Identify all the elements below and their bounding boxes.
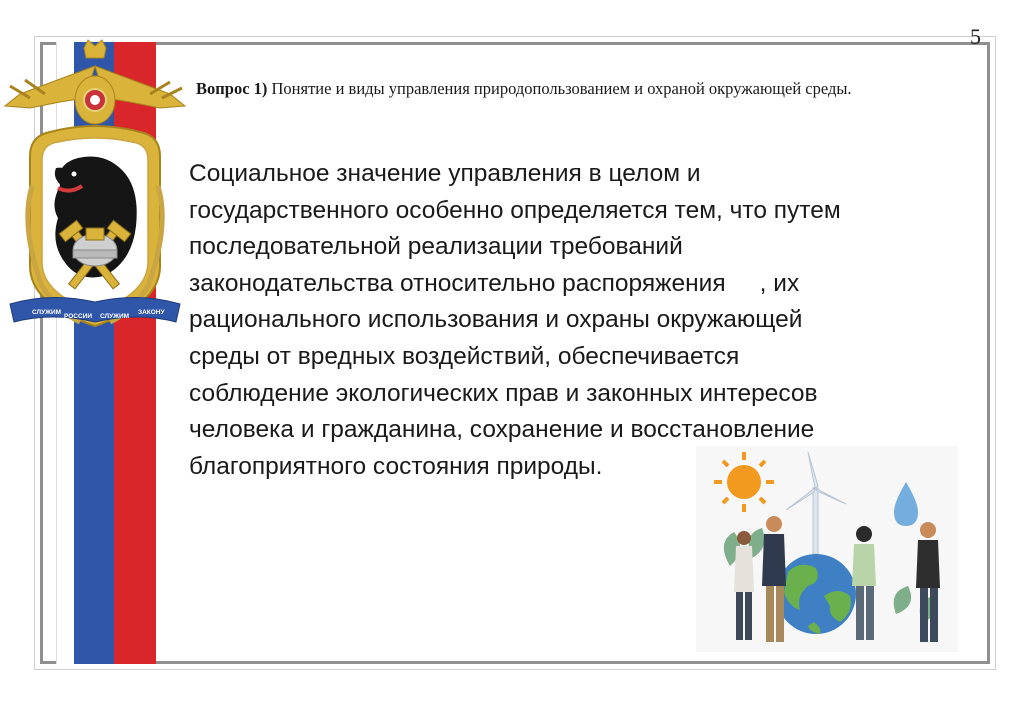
- emblem-logo: [0, 36, 190, 336]
- question-heading: [196, 78, 986, 100]
- body-line: законодательства относительно распоряжения , их: [189, 269, 800, 297]
- body-line: среды от вредных воздействий, обеспечивается: [189, 342, 740, 370]
- body-line: благоприятного состояния природы.: [189, 452, 603, 480]
- ribbon-text-4: ЗАКОНУ: [138, 309, 165, 316]
- body-line: государственного особенно определяется тем, что путем: [189, 196, 841, 224]
- body-line: последовательной реализации требований: [189, 233, 683, 261]
- ribbon-text-1: СЛУЖИМ: [32, 309, 62, 316]
- ribbon-text-3: СЛУЖИМ: [100, 313, 130, 320]
- body-line: Социальное значение управления в целом и: [189, 160, 701, 187]
- ribbon-text-2: РОССИИ: [64, 313, 93, 320]
- body-paragraph: [189, 156, 979, 485]
- question-text: Понятие и виды управления природопользованием и охраной окружающей среды.: [267, 79, 852, 98]
- page-number: 5: [970, 24, 981, 49]
- body-line: человека и гражданина, сохранение и восстановление: [189, 416, 815, 444]
- body-line: рационального использования и охраны окружающей: [189, 306, 803, 334]
- body-line: соблюдение экологических прав и законных интересов: [189, 379, 818, 407]
- question-label: Вопрос 1): [196, 79, 268, 98]
- globe-icon: [776, 554, 856, 634]
- ecology-illustration: [696, 446, 958, 652]
